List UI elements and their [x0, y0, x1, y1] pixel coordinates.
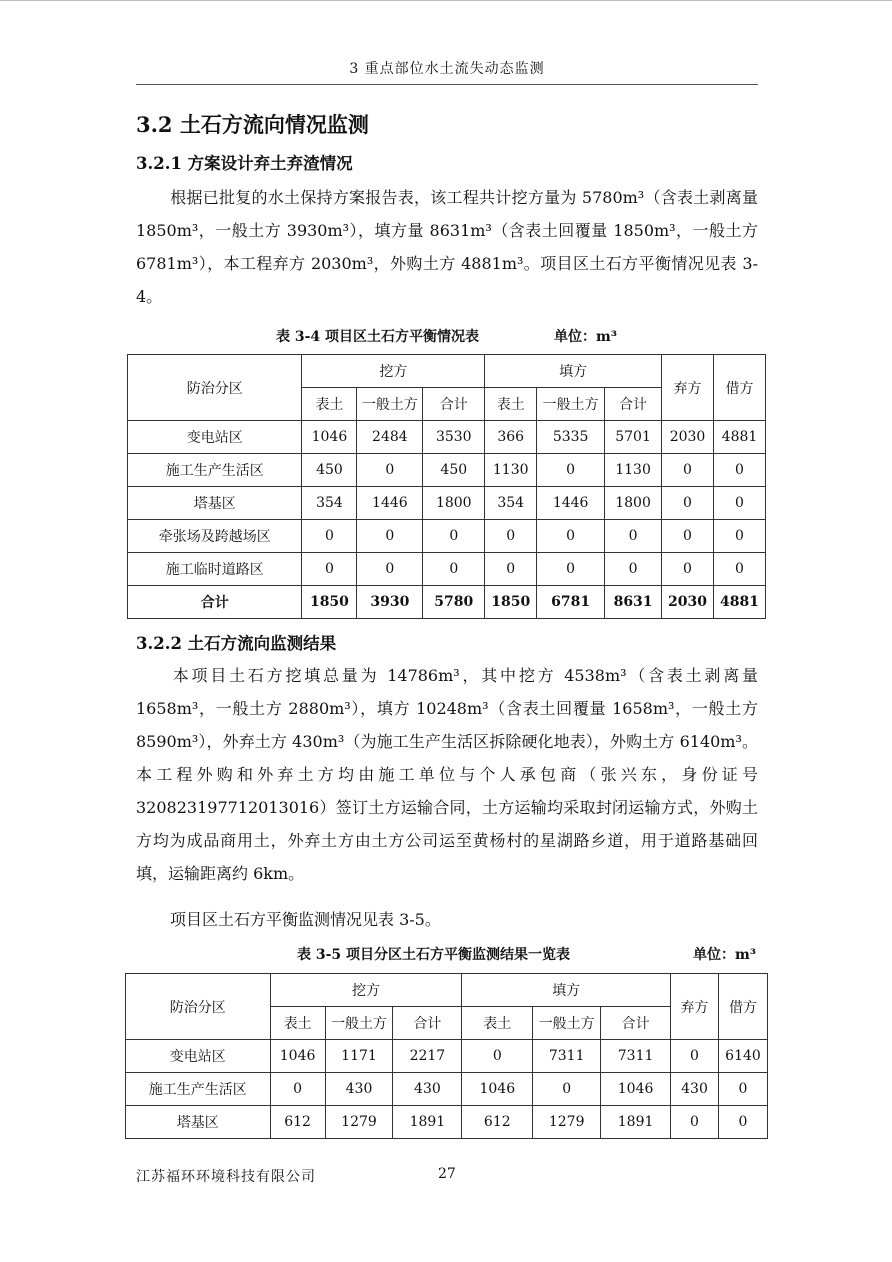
table-cell: 2030 — [662, 421, 714, 454]
header-dig-total: 合计 — [393, 1007, 462, 1040]
table-cell: 1850 — [485, 586, 537, 619]
table-cell: 0 — [357, 520, 423, 553]
header-dig-total: 合计 — [423, 388, 485, 421]
table-cell: 2217 — [393, 1040, 462, 1073]
row-zone-cell: 变电站区 — [128, 421, 302, 454]
table-cell: 1130 — [605, 454, 662, 487]
table-cell: 5335 — [537, 421, 605, 454]
table-cell: 0 — [713, 487, 765, 520]
table-row — [128, 421, 766, 454]
table-cell: 1130 — [485, 454, 537, 487]
header-fill-topsoil: 表土 — [462, 1007, 533, 1040]
table-cell: 1279 — [533, 1106, 601, 1139]
table-cell: 0 — [662, 454, 714, 487]
table-cell: 0 — [423, 520, 485, 553]
table-row — [128, 487, 766, 520]
table-row — [128, 520, 766, 553]
row-zone-cell: 塔基区 — [126, 1106, 271, 1139]
header-borrow: 借方 — [713, 355, 765, 421]
table-cell: 0 — [270, 1073, 325, 1106]
paragraph-design-text: 根据已批复的水土保持方案报告表，该工程共计挖方量为 5780m³（含表土剥离量 1850m³，一般土方 3930m³），填方量 8631m³（含表土回覆量 1850m³，一般土方 6781m³），本工程弃方 2030m³，外购土方 4881m³。项目区土石方平衡情况见表 3-4。 — [136, 188, 758, 306]
table-cell: 1046 — [302, 421, 357, 454]
table-cell: 0 — [302, 520, 357, 553]
table-cell: 430 — [671, 1073, 719, 1106]
table-cell: 1446 — [357, 487, 423, 520]
table-row — [126, 1106, 768, 1139]
table-cell: 1891 — [393, 1106, 462, 1139]
table-cell: 0 — [713, 454, 765, 487]
table-cell: 1046 — [462, 1073, 533, 1106]
table-cell: 6140 — [718, 1040, 767, 1073]
subsection-heading-2: 3.2.2 土石方流向监测结果 — [136, 634, 337, 653]
table-cell: 1046 — [270, 1040, 325, 1073]
subsection-heading-1: 3.2.1 方案设计弃土弃渣情况 — [136, 154, 353, 173]
row-zone-cell: 合计 — [128, 586, 302, 619]
table-cell: 0 — [671, 1040, 719, 1073]
table-cell: 0 — [533, 1073, 601, 1106]
table-cell: 0 — [718, 1073, 767, 1106]
header-borrow: 借方 — [718, 974, 767, 1040]
table-cell: 430 — [325, 1073, 393, 1106]
paragraph-monitoring-text: 本项目土石方挖填总量为 14786m³，其中挖方 4538m³（含表土剥离量 1658m³，一般土方 2880m³），填方 10248m³（含表土回覆量 1658m³，一般土方 8590m³），外弃土方 430m³（为施工生产生活区拆除硬化地表），外购土方 6140m³。本工程外购和外弃土方均由施工单位与个人承包商（张兴东，身份证号 320823197712013016）签订土方运输合同，土方运输均采取封闭运输方式，外购土方均为成品商用土，外弃土方由土方公司运至黄杨村的星湖路乡道，用于道路基础回填，运输距离约 6km。 — [136, 666, 758, 883]
table-cell: 7311 — [533, 1040, 601, 1073]
header-fill-topsoil: 表土 — [485, 388, 537, 421]
row-zone-cell: 塔基区 — [128, 487, 302, 520]
table-row — [128, 553, 766, 586]
header-dig-general: 一般土方 — [325, 1007, 393, 1040]
table-cell: 0 — [357, 454, 423, 487]
table-cell: 0 — [605, 553, 662, 586]
table-3-5 — [125, 973, 768, 1139]
table-cell: 0 — [662, 553, 714, 586]
table-cell: 6781 — [537, 586, 605, 619]
section-heading: 3.2 土石方流向情况监测 — [136, 112, 369, 137]
table2-caption: 表 3-5 项目分区土石方平衡监测结果一览表 — [297, 947, 571, 963]
header-fill-total: 合计 — [605, 388, 662, 421]
table-cell: 0 — [302, 553, 357, 586]
table2-unit: 单位：m³ — [693, 947, 756, 963]
table-cell: 1800 — [605, 487, 662, 520]
table-row — [126, 1073, 768, 1106]
page-top-border — [0, 0, 892, 1]
header-fill-general: 一般土方 — [533, 1007, 601, 1040]
table-cell: 1046 — [601, 1073, 671, 1106]
table-cell: 0 — [423, 553, 485, 586]
paragraph-monitoring — [136, 659, 758, 890]
header-dig: 挖方 — [302, 355, 485, 388]
table-cell: 0 — [671, 1106, 719, 1139]
table-cell: 1171 — [325, 1040, 393, 1073]
table-cell: 0 — [537, 520, 605, 553]
table-cell: 0 — [713, 520, 765, 553]
table-cell: 2484 — [357, 421, 423, 454]
table-cell: 0 — [662, 520, 714, 553]
table-row — [126, 1040, 768, 1073]
table-cell: 0 — [605, 520, 662, 553]
header-fill: 填方 — [462, 974, 671, 1007]
table-cell: 0 — [537, 553, 605, 586]
row-zone-cell: 施工生产生活区 — [128, 454, 302, 487]
header-dig-topsoil: 表土 — [302, 388, 357, 421]
table-cell: 0 — [357, 553, 423, 586]
table-cell: 354 — [302, 487, 357, 520]
header-dig-general: 一般土方 — [357, 388, 423, 421]
table-cell: 366 — [485, 421, 537, 454]
table-cell: 4881 — [713, 421, 765, 454]
header-dig-topsoil: 表土 — [270, 1007, 325, 1040]
table-cell: 450 — [423, 454, 485, 487]
table-cell: 0 — [485, 520, 537, 553]
header-dig: 挖方 — [270, 974, 462, 1007]
table-3-4 — [127, 354, 766, 619]
row-zone-cell: 施工临时道路区 — [128, 553, 302, 586]
paragraph-design — [136, 181, 758, 313]
table-cell: 612 — [270, 1106, 325, 1139]
table-cell: 3930 — [357, 586, 423, 619]
header-fill-total: 合计 — [601, 1007, 671, 1040]
table-cell: 0 — [662, 487, 714, 520]
table-cell: 1446 — [537, 487, 605, 520]
header-zone: 防治分区 — [126, 974, 271, 1040]
table1-unit: 单位：m³ — [554, 329, 617, 345]
table-cell: 1850 — [302, 586, 357, 619]
paragraph-table-ref — [136, 903, 758, 936]
header-fill: 填方 — [485, 355, 662, 388]
table-cell: 1800 — [423, 487, 485, 520]
table-cell: 0 — [485, 553, 537, 586]
table-cell: 1279 — [325, 1106, 393, 1139]
table-cell: 0 — [537, 454, 605, 487]
table-cell: 612 — [462, 1106, 533, 1139]
table-cell: 5780 — [423, 586, 485, 619]
table-cell: 5701 — [605, 421, 662, 454]
table-cell: 0 — [718, 1106, 767, 1139]
table-row — [128, 586, 766, 619]
header-waste: 弃方 — [671, 974, 719, 1040]
table-cell: 8631 — [605, 586, 662, 619]
header-fill-general: 一般土方 — [537, 388, 605, 421]
table-cell: 430 — [393, 1073, 462, 1106]
row-zone-cell: 牵张场及跨越场区 — [128, 520, 302, 553]
row-zone-cell: 施工生产生活区 — [126, 1073, 271, 1106]
header-zone: 防治分区 — [128, 355, 302, 421]
running-header: 3 重点部位水土流失动态监测 — [136, 58, 758, 85]
table-cell: 4881 — [713, 586, 765, 619]
table-cell: 354 — [485, 487, 537, 520]
paragraph-table-ref-text: 项目区土石方平衡监测情况见表 3-5。 — [170, 910, 441, 929]
row-zone-cell: 变电站区 — [126, 1040, 271, 1073]
table-cell: 7311 — [601, 1040, 671, 1073]
table-row — [128, 454, 766, 487]
table-cell: 0 — [462, 1040, 533, 1073]
table-cell: 450 — [302, 454, 357, 487]
page-number: 27 — [438, 1166, 456, 1182]
table-cell: 1891 — [601, 1106, 671, 1139]
footer-company: 江苏福环环境科技有限公司 — [136, 1169, 316, 1185]
table1-caption: 表 3-4 项目区土石方平衡情况表 — [276, 329, 480, 345]
table-cell: 0 — [713, 553, 765, 586]
header-waste: 弃方 — [662, 355, 714, 421]
table-cell: 3530 — [423, 421, 485, 454]
table-cell: 2030 — [662, 586, 714, 619]
